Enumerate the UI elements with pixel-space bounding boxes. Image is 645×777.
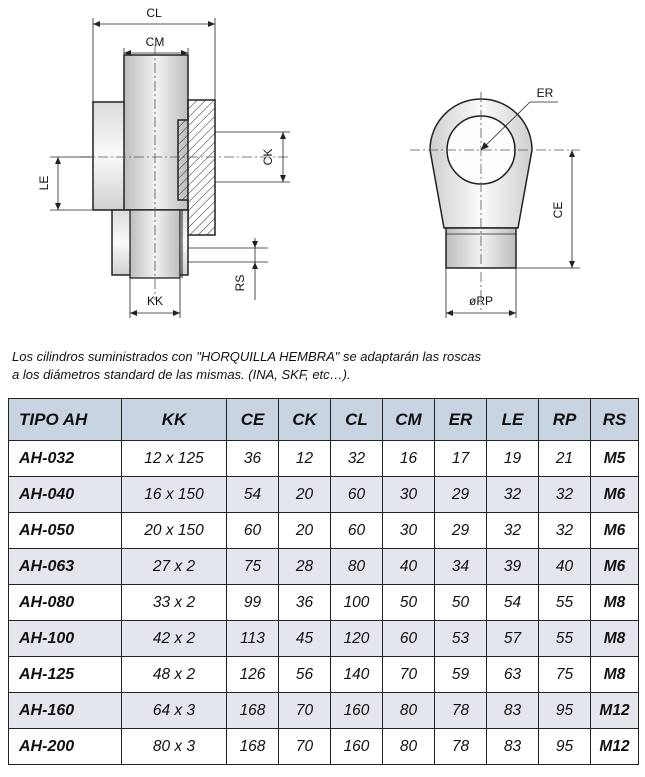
table-cell: 57 (487, 621, 539, 657)
table-cell: 50 (383, 585, 435, 621)
dim-label-rs: RS (233, 274, 247, 292)
table-cell: AH-125 (9, 657, 122, 693)
table-cell: 70 (383, 657, 435, 693)
table-cell: 50 (435, 585, 487, 621)
column-header: KK (122, 399, 227, 441)
table-cell: 99 (227, 585, 279, 621)
table-cell: 30 (383, 513, 435, 549)
table-cell: M8 (591, 585, 639, 621)
table-cell: AH-040 (9, 477, 122, 513)
table-header-row (9, 399, 639, 441)
table-cell: AH-080 (9, 585, 122, 621)
table-cell: 60 (227, 513, 279, 549)
table-cell: 80 x 3 (122, 729, 227, 765)
table-cell: 32 (539, 513, 591, 549)
table-cell: 59 (435, 657, 487, 693)
table-cell: 32 (331, 441, 383, 477)
column-header: CK (279, 399, 331, 441)
note-text (12, 348, 632, 384)
table-cell: 36 (227, 441, 279, 477)
table-cell: 78 (435, 693, 487, 729)
note-line-1: Los cilindros suministrados con "HORQUILLA HEMBRA" se adaptarán las roscas (12, 349, 481, 364)
column-header: RP (539, 399, 591, 441)
table-row (9, 549, 639, 585)
table-cell: 168 (227, 693, 279, 729)
column-header: ER (435, 399, 487, 441)
table-cell: 19 (487, 441, 539, 477)
column-header: CM (383, 399, 435, 441)
table-row (9, 693, 639, 729)
table-cell: M6 (591, 549, 639, 585)
table-cell: 70 (279, 729, 331, 765)
table-cell: 56 (279, 657, 331, 693)
spec-table (8, 398, 639, 765)
table-cell: AH-050 (9, 513, 122, 549)
table-cell: AH-063 (9, 549, 122, 585)
table-cell: 95 (539, 729, 591, 765)
table-cell: M8 (591, 621, 639, 657)
table-cell: 80 (331, 549, 383, 585)
table-cell: 27 x 2 (122, 549, 227, 585)
table-row (9, 729, 639, 765)
table-row (9, 513, 639, 549)
column-header: CE (227, 399, 279, 441)
table-cell: 29 (435, 477, 487, 513)
table-cell: 29 (435, 513, 487, 549)
table-cell: 12 (279, 441, 331, 477)
table-cell: M6 (591, 513, 639, 549)
table-cell: 113 (227, 621, 279, 657)
table-cell: 75 (227, 549, 279, 585)
table-cell: 33 x 2 (122, 585, 227, 621)
table-cell: 60 (331, 477, 383, 513)
table-cell: 83 (487, 693, 539, 729)
table-cell: 64 x 3 (122, 693, 227, 729)
table-cell: M8 (591, 657, 639, 693)
table-cell: 60 (383, 621, 435, 657)
table-cell: AH-160 (9, 693, 122, 729)
table-cell: 126 (227, 657, 279, 693)
table-cell: AH-100 (9, 621, 122, 657)
table-cell: 48 x 2 (122, 657, 227, 693)
table-cell: 40 (383, 549, 435, 585)
table-cell: 60 (331, 513, 383, 549)
table-row (9, 585, 639, 621)
table-cell: 80 (383, 729, 435, 765)
table-cell: 32 (539, 477, 591, 513)
dim-label-rp: øRP (469, 294, 493, 308)
table-cell: 42 x 2 (122, 621, 227, 657)
table-cell: AH-032 (9, 441, 122, 477)
table-cell: 16 x 150 (122, 477, 227, 513)
table-cell: 12 x 125 (122, 441, 227, 477)
dim-label-le: LE (37, 175, 51, 191)
table-cell: 160 (331, 729, 383, 765)
dim-label-ck: CK (261, 148, 275, 166)
column-header: CL (331, 399, 383, 441)
front-view (410, 86, 580, 318)
table-cell: 36 (279, 585, 331, 621)
column-header: RS (591, 399, 639, 441)
table-cell: 30 (383, 477, 435, 513)
dim-label-cl: CL (146, 6, 162, 20)
table-row (9, 621, 639, 657)
table-row (9, 441, 639, 477)
dim-label-cm: CM (145, 35, 165, 49)
table-cell: 39 (487, 549, 539, 585)
table-cell: AH-200 (9, 729, 122, 765)
table-cell: 20 (279, 513, 331, 549)
table-cell: 80 (383, 693, 435, 729)
table-cell: 16 (383, 441, 435, 477)
note-line-2: a los diámetros standard de las mismas. (INA, SKF, etc…). (12, 367, 351, 382)
table-cell: 40 (539, 549, 591, 585)
table-cell: 32 (487, 513, 539, 549)
table-cell: 54 (487, 585, 539, 621)
table-cell: 160 (331, 693, 383, 729)
table-cell: 95 (539, 693, 591, 729)
table-cell: 53 (435, 621, 487, 657)
column-header: LE (487, 399, 539, 441)
table-cell: 100 (331, 585, 383, 621)
table-cell: 55 (539, 585, 591, 621)
table-cell: 70 (279, 693, 331, 729)
dim-label-kk: KK (146, 294, 164, 308)
table-cell: 21 (539, 441, 591, 477)
dim-label-er: ER (536, 86, 554, 100)
table-cell: 28 (279, 549, 331, 585)
table-cell: 55 (539, 621, 591, 657)
column-header: TIPO AH (9, 399, 122, 441)
table-cell: 20 (279, 477, 331, 513)
table-row (9, 657, 639, 693)
table-cell: 78 (435, 729, 487, 765)
table-cell: M6 (591, 477, 639, 513)
table-cell: 83 (487, 729, 539, 765)
table-cell: 45 (279, 621, 331, 657)
table-cell: 63 (487, 657, 539, 693)
table-cell: 75 (539, 657, 591, 693)
table-cell: 140 (331, 657, 383, 693)
table-cell: 168 (227, 729, 279, 765)
table-cell: M12 (591, 729, 639, 765)
technical-drawing (0, 0, 645, 330)
table-cell: M12 (591, 693, 639, 729)
table-row (9, 477, 639, 513)
table-cell: 20 x 150 (122, 513, 227, 549)
table-cell: 34 (435, 549, 487, 585)
dim-label-ce: CE (551, 201, 565, 219)
table-cell: 32 (487, 477, 539, 513)
table-cell: 17 (435, 441, 487, 477)
side-view (37, 6, 290, 318)
table-cell: M5 (591, 441, 639, 477)
table-cell: 120 (331, 621, 383, 657)
table-cell: 54 (227, 477, 279, 513)
